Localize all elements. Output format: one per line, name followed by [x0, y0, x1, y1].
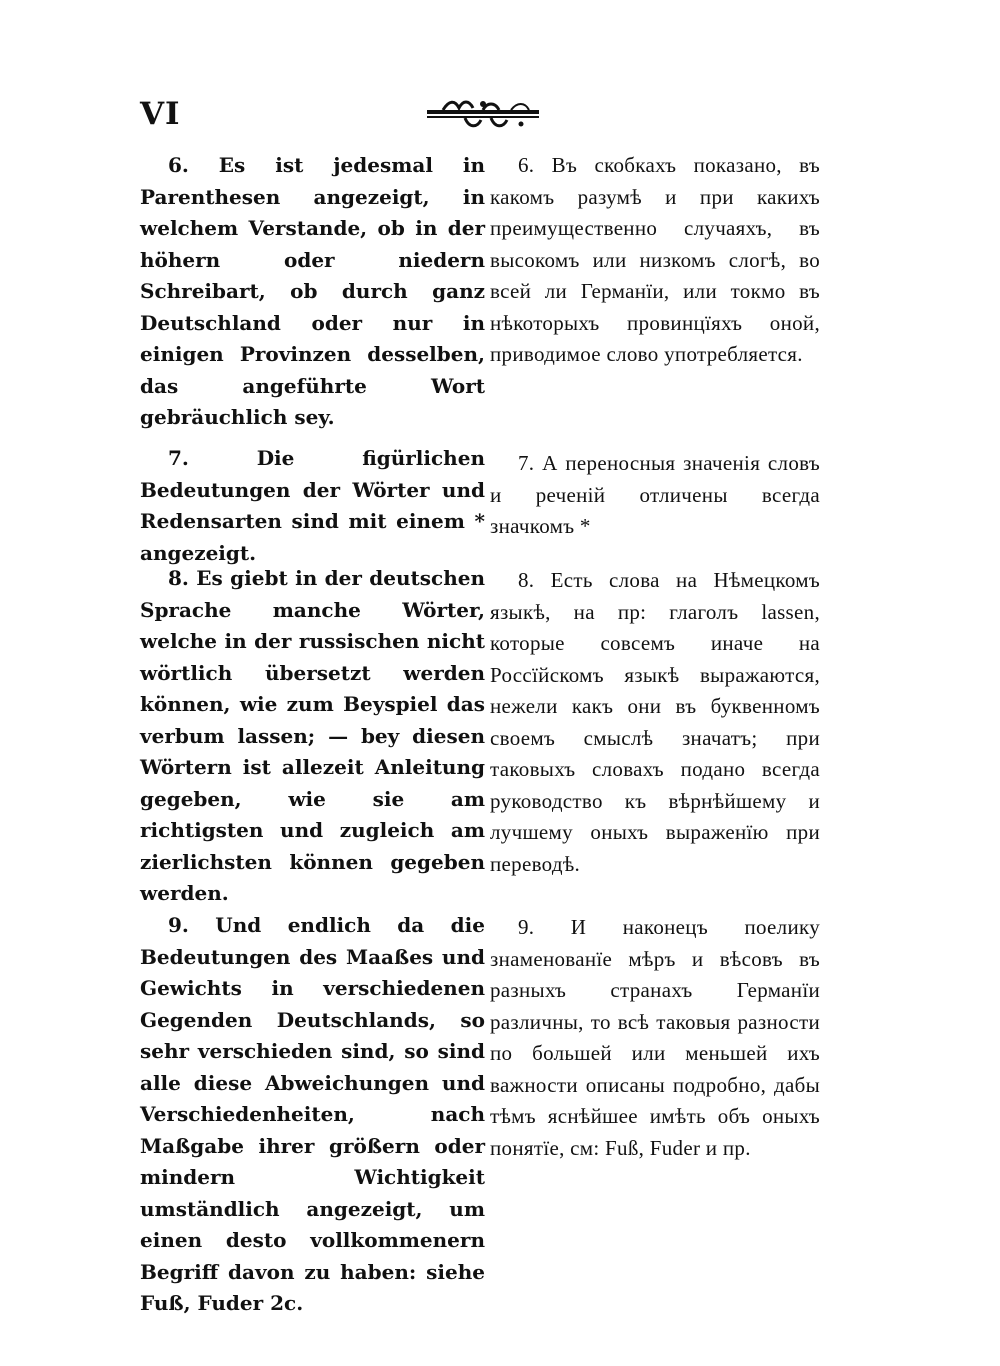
russian-paragraph-8: 8. Есть слова на Нѣмецкомъ языкѣ, на пр: глаголъ lassen, которые совсемъ иначе на Россїйскомъ языкѣ выражаются, нежели какъ они въ буквенномъ своемъ смыслѣ значатъ; при таковыхъ словахъ подано всегда руководство къ вѣрнѣйшему и лучшему оныхъ выраженїю при переводѣ.	[490, 568, 820, 876]
german-paragraph-6: 6. Es ist jedesmal in Parenthesen angezeigt, in welchem Verstande, ob in der höhern oder niedern Schreibart, ob durch ganz Deutschland oder nur in einigen Provinzen desselben, das angeführte Wort gebräuchlich sey.	[140, 153, 485, 429]
page-number: VI	[140, 96, 181, 132]
ornament-divider-icon	[425, 96, 541, 132]
german-paragraph-9: 9. Und endlich da die Bedeutungen des Maaßes und Gewichts in verschiedenen Gegenden Deutschlands, so sehr verschieden sind, so sind alle diese Abweichungen und Verschiedenheiten, nach Maßgabe ihrer größern oder mindern Wichtigkeit umständlich angezeigt, um einen desto vollkommenern Begriff davon zu haben: siehe Fuß, Fuder 2c.	[140, 913, 485, 1315]
german-paragraph-8: 8. Es giebt in der deutschen Sprache manche Wörter, welche in der russischen nicht wörtlich übersetzt werden können, wie zum Beyspiel das verbum lassen; — bey diesen Wörtern ist allezeit Anleitung gegeben, wie sie am richtigsten und zugleich am zierlichsten können gegeben werden.	[140, 566, 485, 905]
russian-paragraph-7: 7. А переносныя значенiя словъ и реченiй отличены всегда значкомъ *	[490, 451, 820, 538]
russian-paragraph-6: 6. Въ скобкахъ показано, въ какомъ разумѣ и при какихъ преимущественно случаяхъ, въ высокомъ или низкомъ слогѣ, во всей ли Германїи, или токмо въ нѣкоторыхъ провинцїяхъ оной, приводимое слово употребляется.	[490, 153, 820, 366]
russian-paragraph-9: 9. И наконецъ поелику знаменованїе мѣръ и вѣсовъ въ разныхъ странахъ Германїи различны, то всѣ таковыя разности по большей или меньшей ихъ важности описаны подробно, дабы тѣмъ яснѣйшее имѣть объ оныхъ понятїе, см: Fuß, Fuder и пр.	[490, 915, 820, 1160]
german-paragraph-7: 7. Die figürlichen Bedeutungen der Wörter und Redensarten sind mit einem * angezeigt.	[140, 446, 485, 565]
